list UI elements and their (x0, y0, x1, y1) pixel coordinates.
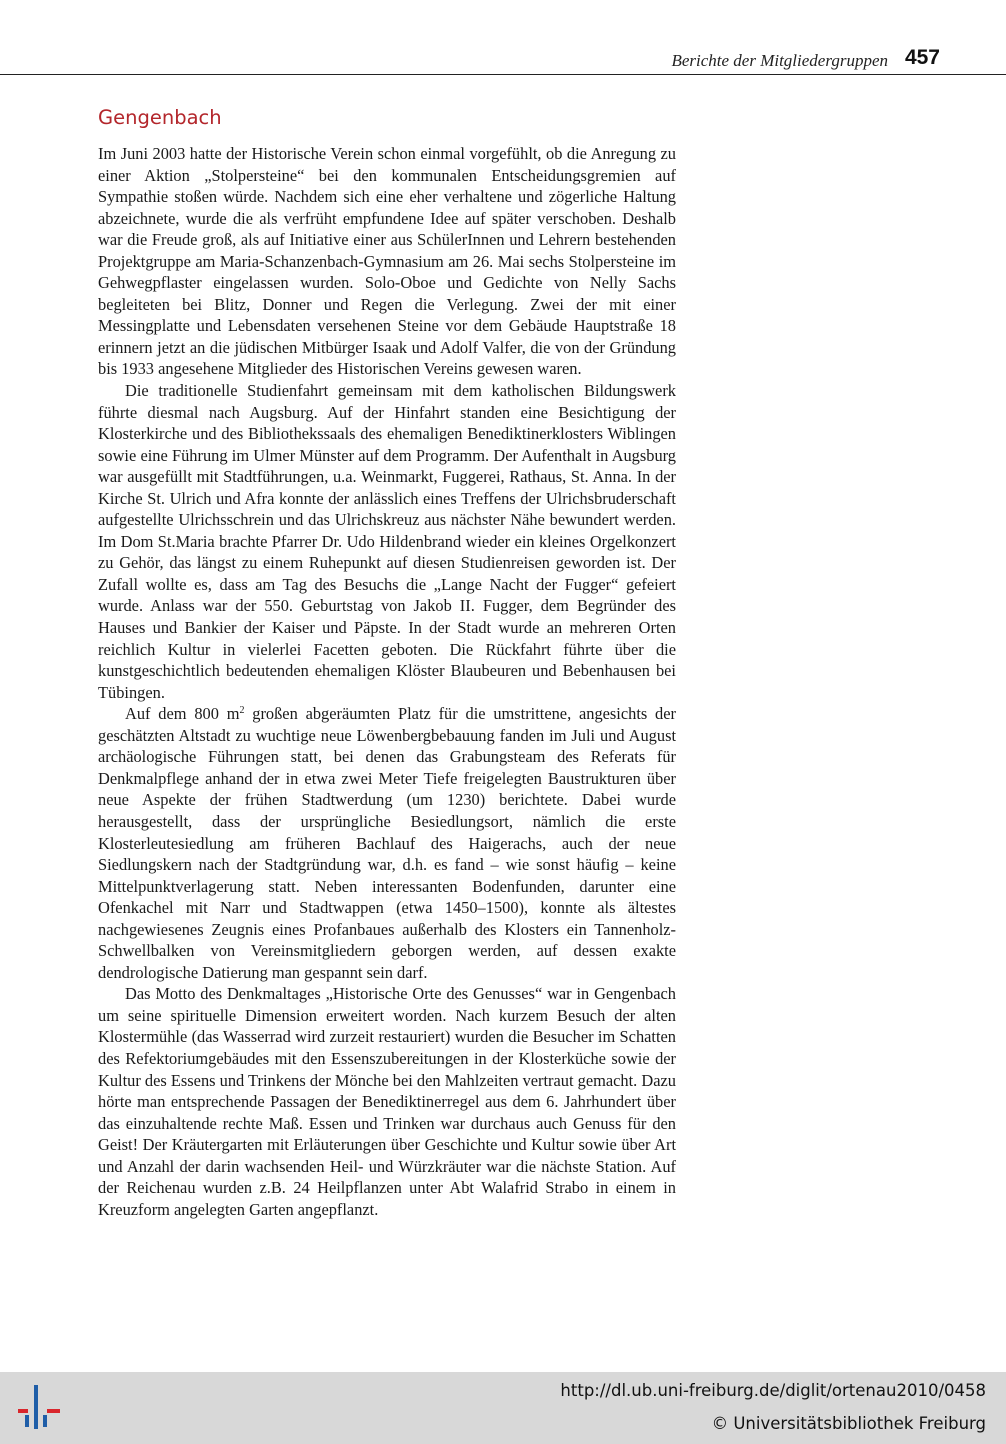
ub-freiburg-logo-icon (14, 1383, 64, 1433)
paragraph-studienfahrt: Die traditionelle Studienfahrt gemeinsam mit dem katholischen Bildungswerk führte diesmal nach Augsburg. Auf der Hinfahrt standen eine Besichtigung der Klosterkirche und des Bibliothekssaals des ehemaligen Benediktinerklosters Wiblingen sowie eine Führung im Ulmer Münster auf dem Programm. Der Aufenthalt in Augsburg war ausgefüllt mit Stadtführungen, u.a. Weinmarkt, Fuggerei, Rathaus, St. Anna. In der Kirche St. Ulrich und Afra konnte der anlässlich eines Treffens der Ulrichsbruderschaft aufgestellte Ulrichsschrein und das Ulrichskreuz aus nächster Nähe bewundert werden. Im Dom St.Maria brachte Pfarrer Dr. Udo Hildenbrand wieder ein kleines Orgelkonzert zu Gehör, das längst zu einem Ruhepunkt auf diesen Studienreisen geworden ist. Der Zufall wollte es, dass am Tag des Besuchs die „Lange Nacht der Fugger“ gefeiert wurde. Anlass war der 550. Geburtstag von Jakob II. Fugger, dem Begründer des Hauses und Bankier der Kaiser und Päpste. In der Stadt wurde an mehreren Orten reichlich Kultur in vielerlei Facetten geboten. Die Rückfahrt führte über die kunstgeschichtlich bedeutenden ehemaligen Klöster Blaubeuren und Bebenhausen bei Tübingen. (98, 381, 676, 702)
running-head (0, 44, 1006, 75)
paragraph-stolpersteine: Im Juni 2003 hatte der Historische Verein schon einmal vorgefühlt, ob die Anregung zu einer Aktion „Stolpersteine“ bei den kommunalen Entscheidungsgremien auf Sympathie stoßen würde. Nachdem sich eine eher verhaltene und zögerliche Haltung abzeichnete, wurde die als verfrüht empfundene Idee auf später verschoben. Deshalb war die Freude groß, als auf Initiative einer aus SchülerInnen und Lehrern bestehenden Projektgruppe am Maria-Schanzenbach-Gymnasium am 26. Mai sechs Stolpersteine im Gehwegpflaster eingelassen wurden. Solo-Oboe und Gedichte von Nelly Sachs begleiteten bei Blitz, Donner und Regen die Verlegung. Zwei der mit einer Messingplatte und Lebensdaten versehenen Steine vor dem Gebäude Hauptstraße 18 erinnern jetzt an die jüdischen Mitbürger Isaak und Adolf Valfer, die von der Gründung bis 1933 angesehene Mitglieder des Historischen Vereins gewesen waren. (98, 144, 676, 379)
article-body (98, 143, 676, 1220)
source-url-link[interactable]: http://dl.ub.uni-freiburg.de/diglit/ortenau2010/0458 (560, 1381, 986, 1400)
copyright-notice: © Universitätsbibliothek Freiburg (711, 1414, 986, 1433)
page-number: 457 (904, 46, 940, 69)
paragraph-loewenberg (98, 703, 676, 983)
paragraph-loewenberg-lead: Auf dem 800 m (125, 704, 240, 724)
footer-bar (0, 1372, 1006, 1444)
square-meter-superscript: 2 (239, 705, 245, 717)
section-title: Gengenbach (98, 106, 222, 129)
paragraph-denkmaltag: Das Motto des Denkmaltages „Historische Orte des Genusses“ war in Gengenbach um seine spirituelle Dimension erweitert worden. Nach kurzem Besuch der alten Klostermühle (das Wasserrad wird zurzeit restauriert) wurden die Besucher im Schatten des Refektoriumgebäudes mit den Essenszubereitungen in der Klosterküche sowie der Kultur des Essens und Trinkens der Mönche bei den Mahlzeiten vertraut gemacht. Dazu hörte man entsprechende Passagen der Benediktinerregel aus dem 6. Jahrhundert über das einzuhaltende rechte Maß. Essen und Trinken war durchaus auch Genuss für den Geist! Der Kräutergarten mit Erläuterungen über Geschichte und Kultur sowie über Art und Anzahl der darin wachsenden Heil- und Würzkräuter war die nächste Station. Auf der Reichenau wurden z.B. 24 Heilpflanzen unter Abt Walafrid Strabo in einem in Kreuzform angelegten Garten angepflanzt. (98, 984, 676, 1219)
paragraph-loewenberg-rest: großen abgeräumten Platz für die umstrittene, angesichts der geschätzten Altstadt zu wuchtige neue Löwenbergbebauung fanden im Juli und August archäologische Führungen statt, bei denen das Grabungsteam des Referats für Denkmalpflege anhand der in etwa zwei Meter Tiefe freigelegten Baustrukturen über neue Aspekte der frühen Stadtwerdung (um 1230) berichtete. Dabei wurde herausgestellt, dass der ursprüngliche Besiedlungsort, nämlich die erste Klosterleutesiedlung am früheren Bachlauf des Haigerachs, auch der neue Siedlungskern nach der Stadtgründung war, d.h. es fand – wie sonst häufig – keine Mittelpunktverlagerung statt. Neben interessanten Bodenfunden, darunter eine Ofenkachel mit Narr und Stadtwappen (etwa 1450–1500), konnte als ältestes nachgewiesenes Zeugnis eines Profanbaues außerhalb des Klosters ein Tannenholz-Schwellbalken von Vereinsmitgliedern geborgen werden, auf dessen exakte dendrologische Datierung man gespannt sein darf. (98, 704, 676, 982)
running-head-title: Berichte der Mitgliedergruppen (671, 51, 888, 70)
